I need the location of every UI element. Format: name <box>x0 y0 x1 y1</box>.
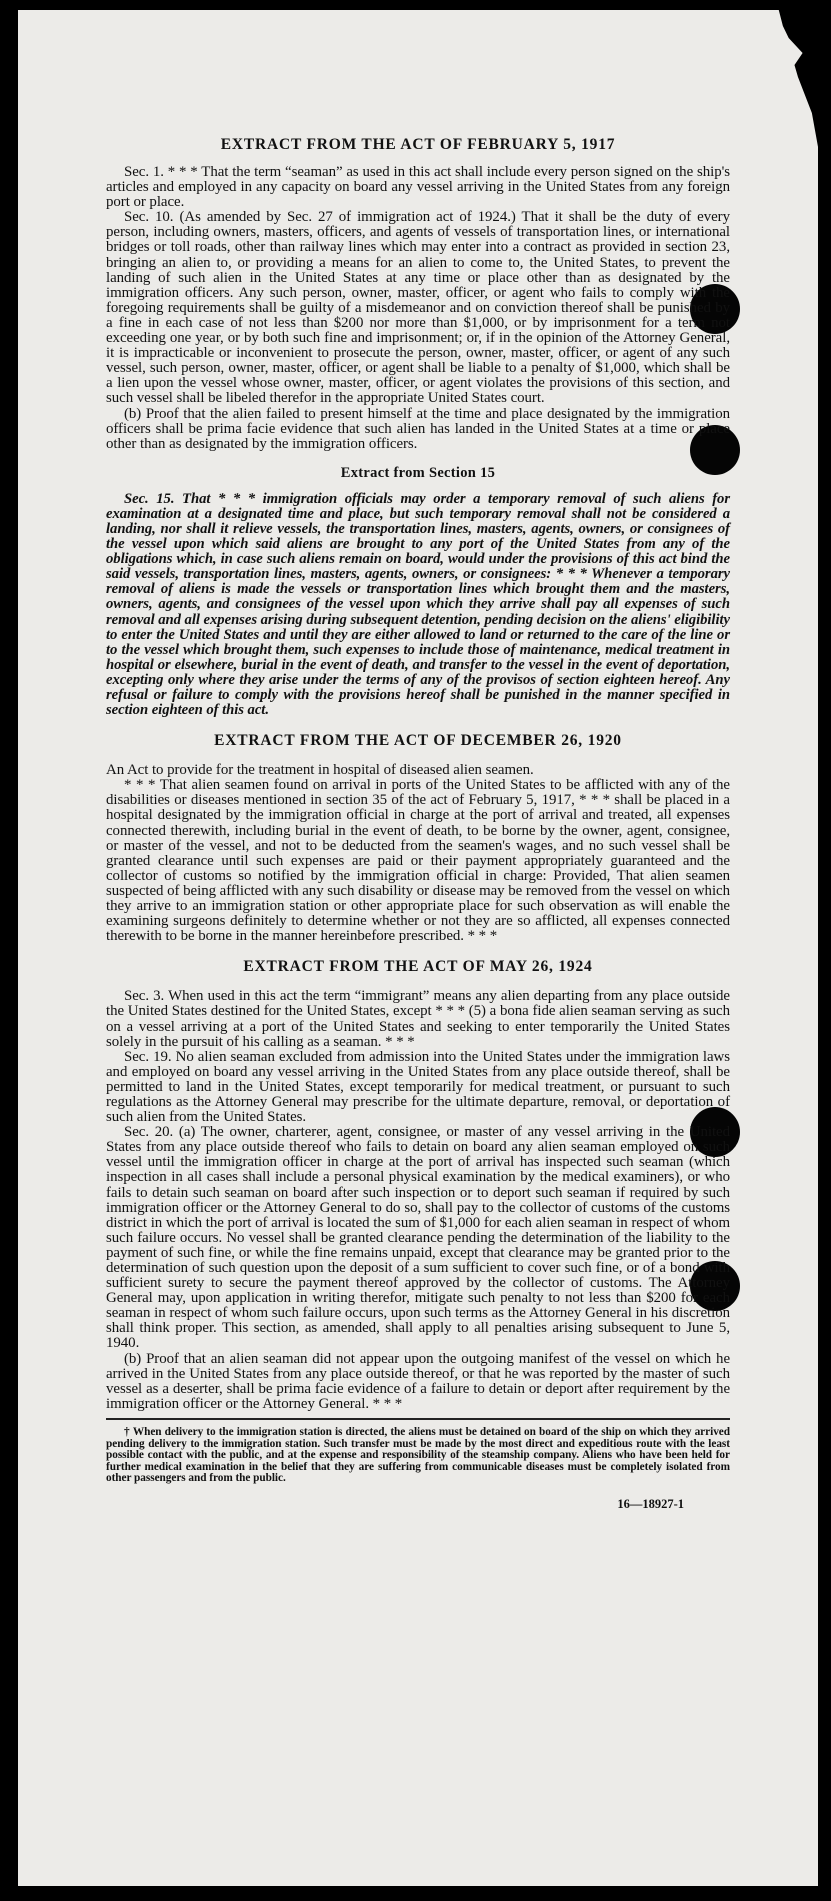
heading-act-1920: EXTRACT FROM THE ACT OF DECEMBER 26, 1920 <box>214 732 622 750</box>
document-page <box>18 10 818 1886</box>
heading-act-1917: EXTRACT FROM THE ACT OF FEBRUARY 5, 1917 <box>220 136 616 153</box>
section-10b-text: (b) Proof that the alien failed to present himself at the time and place designated by the immigration officers shall be prima facie evidence that such alien has landed in the United States at a time or place other than as designated by the immigration officers. <box>106 405 730 452</box>
section-20a-text: Sec. 20. (a) The owner, charterer, agent, consignee, or master of any vessel arriving in the United States from any place outside thereof who fails to detain on board any alien seaman employed on such vessel until the immigration officer in charge at the port of arrival has inspected such seaman (which inspection in all cases shall include a personal physical examination by the medical examiners), or who fails to detain such seaman on board after such inspection or to deport such seaman if required by such immigration officer or the Attorney General to do so, shall pay to the collector of customs of the customs district in which the port of arrival is located the sum of $1,000 for each alien seaman in respect of whom such failure occurs. No vessel shall be granted clearance pending the determination of the liability to the payment of such fine, or while the fine remains unpaid, except that clearance may be granted prior to the determination of such question upon the deposit of a sum sufficient to cover such fine, or of a bond with sufficient surety to secure the payment thereof approved by the collector of customs. The Attorney General may, upon application in writing therefor, mitigate such penalty to not less than $200 for each seaman in respect of whom such failure occurs, upon such terms as the Attorney General in his discretion shall think proper. This section, as amended, shall apply to all penalties arising subsequent to June 5, 1940. <box>106 1124 730 1352</box>
footnote-divider <box>106 1418 730 1420</box>
section-1-text: Sec. 1. * * * That the term “seaman” as used in this act shall include every person signed on the ship's articles and employed in any capacity on board any vessel arriving in the United States from any foreign port or place. <box>106 164 730 211</box>
section-20b-text: (b) Proof that an alien seaman did not appear upon the outgoing manifest of the vessel on which he arrived in the United States from any place outside thereof, or that he was reported by the master of such vessel as a deserter, shall be prima facie evidence of a failure to detain or deport after requirement by the immigration officer or the Attorney General. * * * <box>106 1350 730 1412</box>
section-19-text: Sec. 19. No alien seaman excluded from admission into the United States under the immigration laws and employed on board any vessel arriving in the United States from any place outside thereof, shall be permitted to land in the United States, except temporarily for medical treatment, or pursuant to such regulations as the Attorney General may prescribe for the ultimate departure, removal, or deportation of such alien from the United States. <box>106 1048 730 1126</box>
act-1920-title: An Act to provide for the treatment in hospital of diseased alien seamen. <box>106 762 534 779</box>
act-1920-text: * * * That alien seamen found on arrival in ports of the United States to be afflicted with any of the disabilities or diseases mentioned in section 35 of the act of February 5, 1917, * * * shall be placed in a hospital designated by the immigration official in charge at the port of arrival and treated, all expenses connected therewith, including burial in the event of death, to be borne by the owner, agent, consignee, or master of the vessel, and not to be deducted from the seamen's wages, and no such vessel shall be granted clearance until such expenses are paid or their payment appropriately guaranteed and the collector of customs so notified by the immigration official in charge: Provided, That alien seamen suspected of being afflicted with any such disability or disease may be removed from the vessel on which they arrive to an immigration station or other appropriate place for such observation as will enable the examining surgeons definitely to determine whether or not they are so afflicted, all expenses connected therewith to be borne in the manner hereinbefore prescribed. * * * <box>106 777 730 945</box>
section-15-text: Sec. 15. That * * * immigration officials may order a temporary removal of such aliens for examination at a designated time and place, but such temporary removal shall not be considered a landing, nor shall it relieve vessels, the transportation lines, masters, agents, owners, or consignees of the vessel upon which said aliens are brought to any port of the United States from any of the obligations which, in case such aliens remain on board, would under the provisions of this act bind the said vessels, transportation lines, masters, agents, owners, or consignees: * * * Whenever a temporary removal of aliens is made the vessels or transportation lines which brought them and the masters, owners, agents, and consignees of the vessel upon which they arrive shall pay all expenses of such removal and all expenses arising during subsequent detention, pending decision on the aliens' eligibility to enter the United States and until they are either allowed to land or returned to the care of the line or to the vessel which brought them, such expenses to include those of maintenance, medical treatment in hospital or elsewhere, burial in the event of death, and transfer to the vessel in the event of deportation, excepting only where they arise under the terms of any of the provisos of section eighteen hereof. Any refusal or failure to comply with the provisions hereof shall be punished in the manner specified in section eighteen of this act. <box>106 490 730 719</box>
heading-act-1924: EXTRACT FROM THE ACT OF MAY 26, 1924 <box>243 958 593 976</box>
document-body <box>106 136 730 1512</box>
section-10-text: Sec. 10. (As amended by Sec. 27 of immigration act of 1924.) That it shall be the duty of every person, including owners, masters, officers, and agents of vessels of transportation lines, or international bridges or toll roads, other than railway lines which may enter into a contract as provided in section 23, bringing an alien to, or providing a means for an alien to come to, the United States, to prevent the landing of such alien in the United States at any time or place other than as designated by the immigration officers. Any such person, owner, master, officer, or agent who fails to comply with the foregoing requirements shall be guilty of a misdemeanor and on conviction thereof shall be punished by a fine in each case of not less than $200 nor more than $1,000, or by imprisonment for a term not exceeding one year, or by both such fine and imprisonment; or, if in the opinion of the Attorney General, it is impracticable or inconvenient to prosecute the person, owner, master, officer, or agent of any such vessel, such person, owner, master, officer, or agent shall be liable to a penalty of $1,000, which shall be a lien upon the vessel whose owner, master, officer, or agent violates the provisions of this section, and such vessel shall be libeled therefor in the appropriate United States court. <box>106 209 730 407</box>
form-code: 16—18927-1 <box>617 1496 684 1511</box>
footnote-text: † When delivery to the immigration station is directed, the aliens must be detained on board of the ship on which they arrived pending delivery to the immigration station. Such transfer must be made by the most direct and expeditious route with the least possible contact with the public, and at the expense and responsibility of the steamship company. Aliens who have been held for further medical examination in the belief that they are suffering from communicable diseases must be completely isolated from other passengers and from the public. <box>106 1425 730 1485</box>
torn-corner <box>762 10 818 158</box>
section-3-text: Sec. 3. When used in this act the term “immigrant” means any alien departing from any place outside the United States destined for the United States, except * * * (5) a bona fide alien seaman serving as such on a vessel arriving at a port of the United States and seeking to enter temporarily the United States solely in the pursuit of his calling as a seaman. * * * <box>106 988 730 1050</box>
heading-section-15: Extract from Section 15 <box>340 464 496 481</box>
